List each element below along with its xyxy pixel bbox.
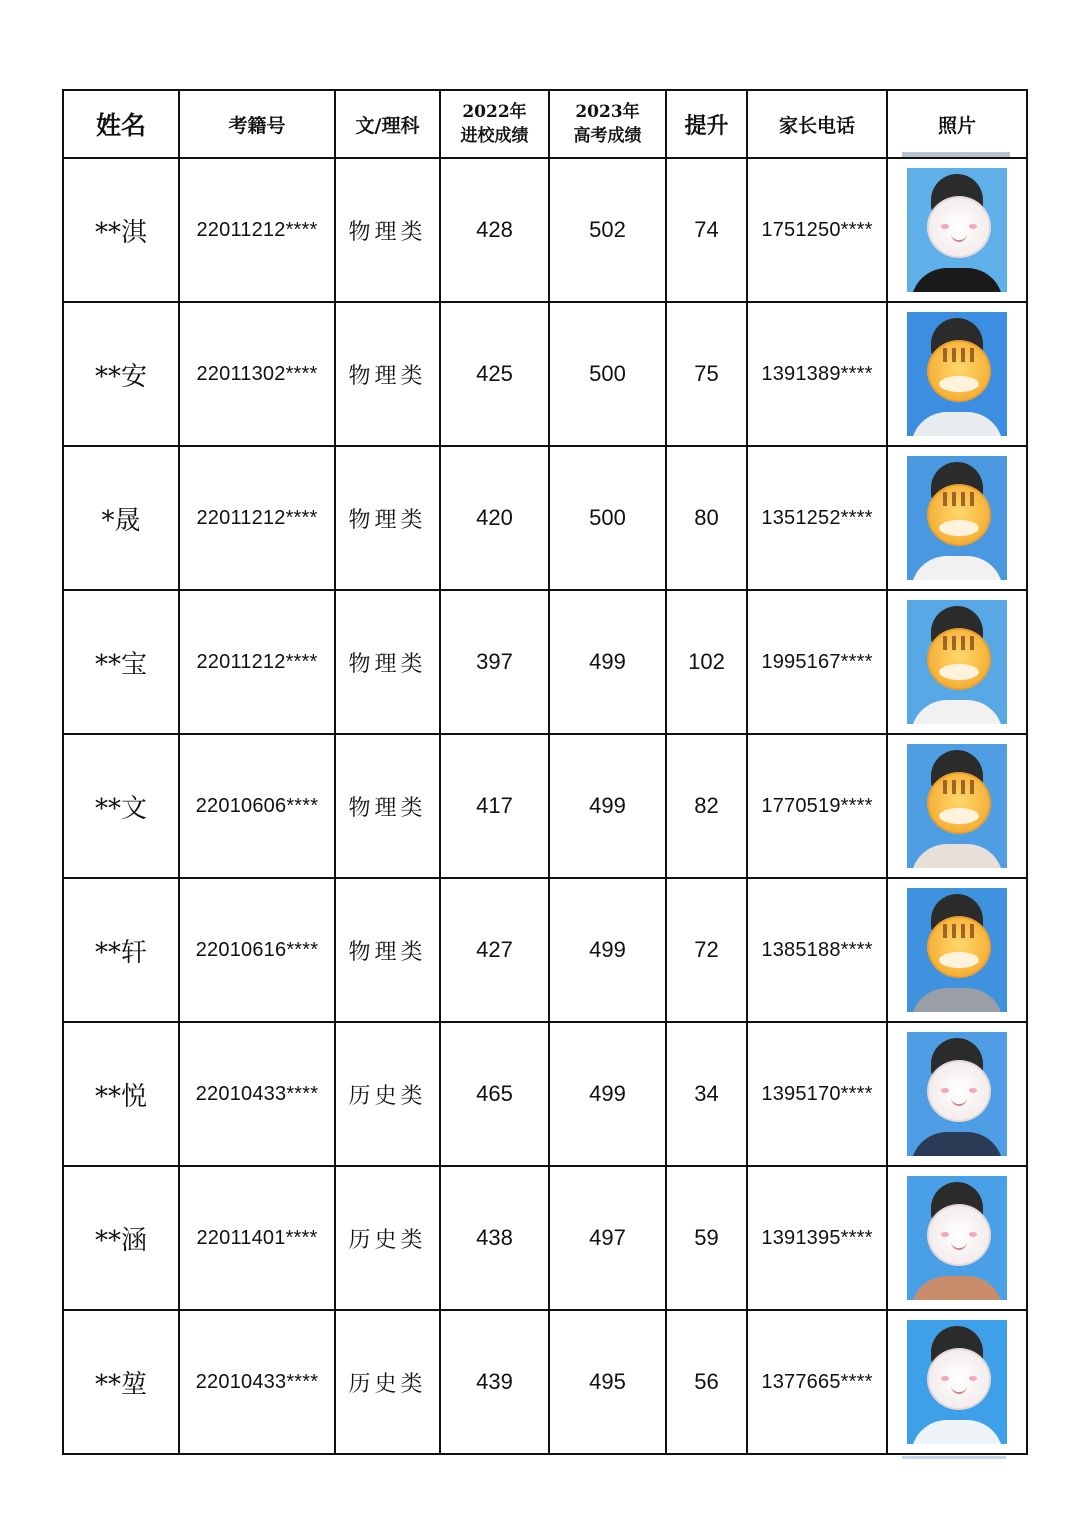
name-cell: *晟 [63, 446, 179, 590]
kaoji-cell: 22011401**** [179, 1166, 335, 1310]
kaoji-cell: 22010616**** [179, 878, 335, 1022]
score-2022-cell: 420 [440, 446, 549, 590]
phone-cell: 1995167**** [747, 590, 887, 734]
photo-cell [887, 1166, 1027, 1310]
tiger-mask-portrait-icon [907, 600, 1007, 724]
header-kaoji: 考籍号 [179, 90, 335, 158]
phone-cell: 1395170**** [747, 1022, 887, 1166]
score-table [62, 89, 1028, 1455]
photo-cell [887, 878, 1027, 1022]
name-cell: **淇 [63, 158, 179, 302]
photo-edge-stub-bottom [902, 1456, 1006, 1459]
phone-cell: 1391389**** [747, 302, 887, 446]
photo-cell [887, 734, 1027, 878]
header-score-2023 [549, 90, 666, 158]
sheep-mask-portrait-icon [907, 1176, 1007, 1300]
header-photo: 照片 [887, 90, 1027, 158]
kaoji-cell: 22011302**** [179, 302, 335, 446]
score-2023-cell: 499 [549, 734, 666, 878]
phone-cell: 1385188**** [747, 878, 887, 1022]
score-2023-cell: 500 [549, 302, 666, 446]
tiger-mask-portrait-icon [907, 456, 1007, 580]
kaoji-cell: 22011212**** [179, 158, 335, 302]
subject-cell: 物理类 [335, 878, 440, 1022]
improve-cell: 74 [666, 158, 747, 302]
kaoji-cell: 22010433**** [179, 1310, 335, 1454]
kaoji-cell: 22010433**** [179, 1022, 335, 1166]
improve-cell: 34 [666, 1022, 747, 1166]
score-2022-cell: 397 [440, 590, 549, 734]
phone-cell: 1770519**** [747, 734, 887, 878]
improve-cell: 102 [666, 590, 747, 734]
subject-cell: 物理类 [335, 302, 440, 446]
name-cell: **轩 [63, 878, 179, 1022]
score-2022-cell: 417 [440, 734, 549, 878]
photo-cell [887, 1310, 1027, 1454]
photo-cell [887, 302, 1027, 446]
photo-cell [887, 1022, 1027, 1166]
table-row [63, 1310, 1027, 1454]
name-cell: **堃 [63, 1310, 179, 1454]
subject-cell: 物理类 [335, 734, 440, 878]
photo-cell [887, 158, 1027, 302]
score-2023-cell: 497 [549, 1166, 666, 1310]
name-cell: **宝 [63, 590, 179, 734]
kaoji-cell: 22010606**** [179, 734, 335, 878]
phone-cell: 1377665**** [747, 1310, 887, 1454]
phone-cell: 1751250**** [747, 158, 887, 302]
subject-cell: 物理类 [335, 590, 440, 734]
sheep-mask-portrait-icon [907, 168, 1007, 292]
score-2022-cell: 428 [440, 158, 549, 302]
score-2022-cell: 425 [440, 302, 549, 446]
score-2023-cell: 499 [549, 878, 666, 1022]
table-row [63, 1166, 1027, 1310]
tiger-mask-portrait-icon [907, 312, 1007, 436]
table-row [63, 158, 1027, 302]
header-score-2022 [440, 90, 549, 158]
header-row [63, 90, 1027, 158]
tiger-mask-portrait-icon [907, 744, 1007, 868]
improve-cell: 80 [666, 446, 747, 590]
table-row [63, 302, 1027, 446]
name-cell: **安 [63, 302, 179, 446]
table-row [63, 878, 1027, 1022]
phone-cell: 1351252**** [747, 446, 887, 590]
improve-cell: 72 [666, 878, 747, 1022]
subject-cell: 历史类 [335, 1166, 440, 1310]
improve-cell: 82 [666, 734, 747, 878]
photo-cell [887, 446, 1027, 590]
subject-cell: 物理类 [335, 158, 440, 302]
sheep-mask-portrait-icon [907, 1320, 1007, 1444]
score-2023-cell: 495 [549, 1310, 666, 1454]
improve-cell: 56 [666, 1310, 747, 1454]
header-name: 姓名 [63, 90, 179, 158]
kaoji-cell: 22011212**** [179, 590, 335, 734]
header-phone: 家长电话 [747, 90, 887, 158]
score-2023-cell: 502 [549, 158, 666, 302]
improve-cell: 75 [666, 302, 747, 446]
table-row [63, 590, 1027, 734]
kaoji-cell: 22011212**** [179, 446, 335, 590]
table-row [63, 734, 1027, 878]
header-improve: 提升 [666, 90, 747, 158]
header-score-2022-year: 2022年 [462, 102, 527, 122]
sheep-mask-portrait-icon [907, 1032, 1007, 1156]
header-score-2023-year: 2023年 [575, 102, 640, 122]
photo-cell [887, 590, 1027, 734]
subject-cell: 历史类 [335, 1022, 440, 1166]
name-cell: **悦 [63, 1022, 179, 1166]
name-cell: **涵 [63, 1166, 179, 1310]
tiger-mask-portrait-icon [907, 888, 1007, 1012]
score-2022-cell: 427 [440, 878, 549, 1022]
phone-cell: 1391395**** [747, 1166, 887, 1310]
score-2022-cell: 438 [440, 1166, 549, 1310]
score-2022-cell: 439 [440, 1310, 549, 1454]
score-2023-cell: 499 [549, 590, 666, 734]
subject-cell: 物理类 [335, 446, 440, 590]
header-score-2023-label: 高考成绩 [573, 126, 642, 146]
header-score-2022-label: 进校成绩 [460, 126, 529, 146]
score-2023-cell: 500 [549, 446, 666, 590]
name-cell: **文 [63, 734, 179, 878]
score-2022-cell: 465 [440, 1022, 549, 1166]
subject-cell: 历史类 [335, 1310, 440, 1454]
score-2023-cell: 499 [549, 1022, 666, 1166]
table-row [63, 446, 1027, 590]
improve-cell: 59 [666, 1166, 747, 1310]
header-subject: 文/理科 [335, 90, 440, 158]
table-row [63, 1022, 1027, 1166]
